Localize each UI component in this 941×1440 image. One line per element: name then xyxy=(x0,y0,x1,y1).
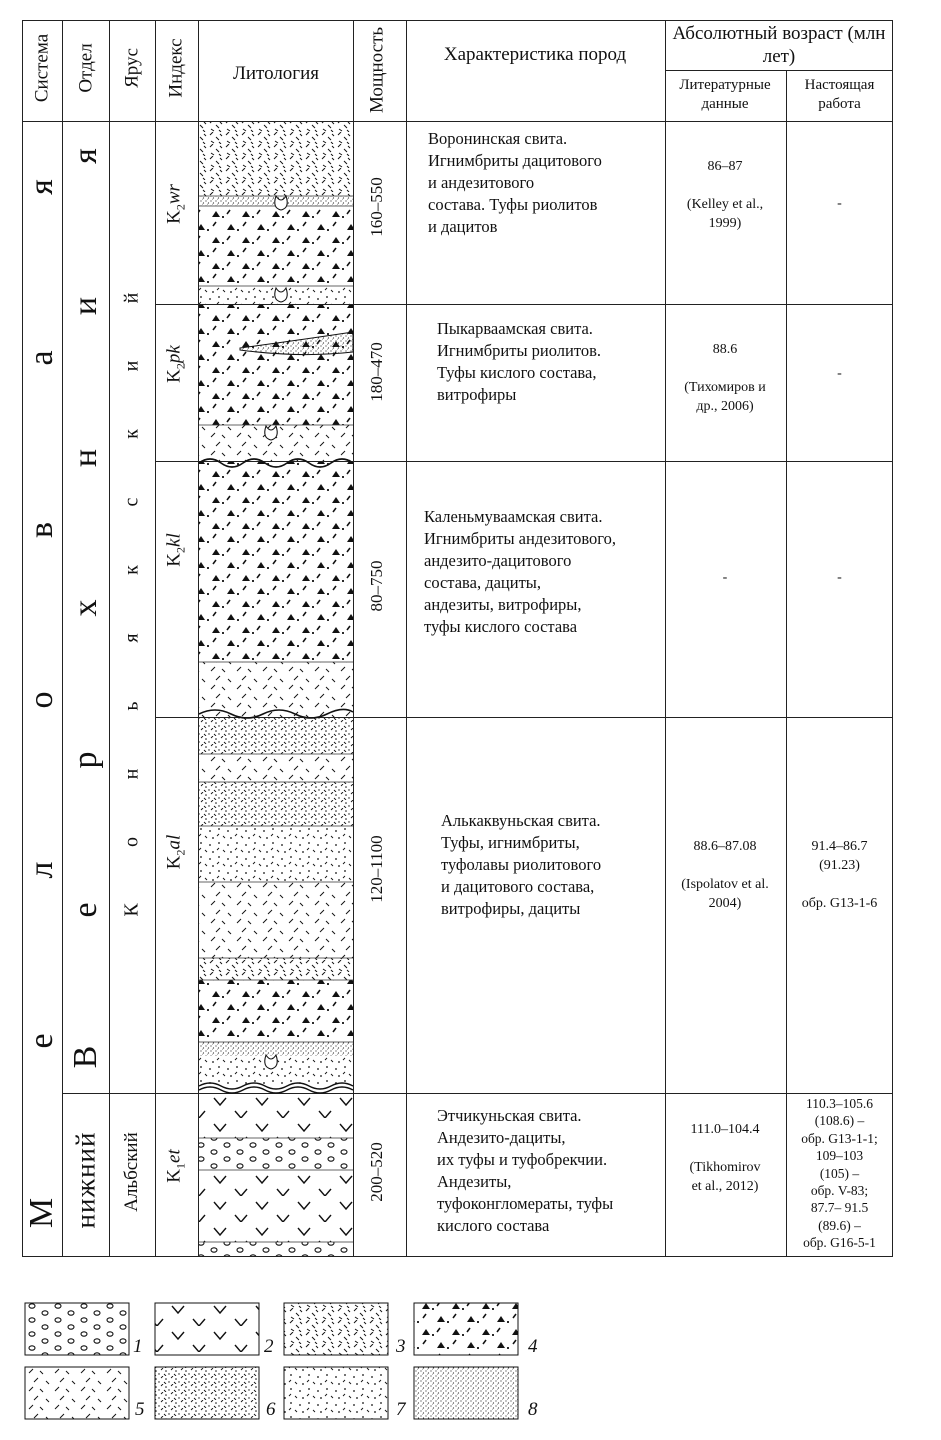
lith-band-ignimbrite xyxy=(199,305,353,425)
lith-band-tuff xyxy=(199,122,353,196)
lith-band-ignimbrite xyxy=(199,462,353,662)
lith-band-tuff-breccia xyxy=(199,718,353,754)
legend-swatch-6 xyxy=(155,1367,259,1419)
stage-letter: й xyxy=(120,292,143,304)
legend-swatch-4 xyxy=(414,1303,518,1355)
index-k1et: $K_1et$ xyxy=(163,1149,188,1183)
header-system: Система xyxy=(31,33,53,103)
stage-letter: ь xyxy=(120,701,143,711)
series-letter: е xyxy=(67,902,104,918)
unconformity-line xyxy=(199,1087,353,1093)
system-letter: л xyxy=(23,861,60,879)
legend-swatch-2 xyxy=(155,1303,259,1355)
present-age-k2pk: - xyxy=(837,366,842,381)
lith-band-conglomerate xyxy=(199,1138,353,1170)
system-letter: я xyxy=(23,179,60,195)
lith-band-vitrophyre xyxy=(199,1042,353,1056)
stage-letter: и xyxy=(120,360,143,372)
lith-band-andesite xyxy=(199,1170,353,1242)
literature-age-k2wr: 86–87 (Kelley et al., 1999) xyxy=(686,159,764,231)
thickness-k2wr: 160–550 xyxy=(367,177,386,237)
description-k2kl: Каленьмуваамская свита. Игнимбриты андезитового, андезито-дацитового состава, дациты, андезиты, витрофиры, туфы кислого состава xyxy=(424,507,617,636)
stage-letter: н xyxy=(120,768,143,780)
stage-lower-label: Альбский xyxy=(121,1132,142,1212)
description-k2pk: Пыкарваамская свита. Игнимбриты риолитов. Туфы кислого состава, витрофиры xyxy=(437,319,602,404)
lith-band-tuff-breccia xyxy=(199,782,353,826)
stage-letter: к xyxy=(120,429,143,439)
series-letter: н xyxy=(67,448,104,468)
stage-letter: с xyxy=(120,497,143,507)
lith-band-andesite xyxy=(199,1094,353,1138)
header-stage: Ярус xyxy=(121,48,143,88)
header-absolute-age: Абсолютный возраст (млн лет) xyxy=(672,23,886,67)
literature-age-k2al: 88.6–87.08 (Ispolatov et al. 2004) xyxy=(681,839,769,911)
index-k2wr: $K_2wr$ xyxy=(163,184,188,224)
lith-band-felsic-tuff xyxy=(199,662,353,717)
thickness-k2kl: 80–750 xyxy=(367,560,386,612)
thickness-k2pk: 180–470 xyxy=(367,342,386,402)
legend-number: 4 xyxy=(528,1336,538,1357)
series-letter: р xyxy=(67,751,104,769)
series-letter: я xyxy=(67,148,104,164)
header-lithology: Литология xyxy=(232,63,320,84)
legend-swatch-3 xyxy=(284,1303,388,1355)
legend-swatch-7 xyxy=(284,1367,388,1419)
thickness-k1et: 200–520 xyxy=(367,1142,386,1202)
literature-age-k2kl: - xyxy=(722,570,728,585)
present-age-k2kl: - xyxy=(837,570,842,585)
stage-letter: о xyxy=(120,837,143,847)
system-letter: в xyxy=(23,521,60,539)
present-age-k2wr: - xyxy=(837,196,842,211)
lith-band-ignimbrite xyxy=(199,980,353,1042)
header-literature: Литературные данные xyxy=(679,77,771,112)
system-letter: а xyxy=(23,350,60,366)
index-k2pk: $K_2pk$ xyxy=(163,345,188,383)
legend-swatch-8 xyxy=(414,1367,518,1419)
legend-number: 2 xyxy=(264,1336,274,1357)
literature-age-k1et: 111.0–104.4 (Tikhomirov et al., 2012) xyxy=(689,1122,761,1194)
index-k2kl: $K_2kl$ xyxy=(163,533,188,567)
legend-number: 5 xyxy=(135,1399,145,1420)
legend-number: 6 xyxy=(266,1399,276,1420)
legend-number: 3 xyxy=(396,1336,406,1357)
stage-letter: я xyxy=(120,633,143,643)
thickness-k2al: 120–1100 xyxy=(367,835,386,903)
legend-swatch-5 xyxy=(25,1367,129,1419)
lith-band-conglomerate xyxy=(199,1242,353,1256)
system-letter: е xyxy=(23,1033,60,1049)
system-letter: М xyxy=(23,1197,60,1229)
literature-age-k2pk: 88.6 (Тихомиров и др., 2006) xyxy=(684,342,766,414)
present-age-k1et: 110.3–105.6 (108.6) – обр. G13-1-1; 109–103 (105) – обр. V-83; 87.7– 91.5 (89.6) – обр. G16-5-1 xyxy=(801,1096,878,1251)
lithology-column xyxy=(199,122,353,1256)
description-k2al: Алькаквуньская свита. Туфы, игнимбриты, туфолавы риолитового и дацитового состава, витрофиры, дациты xyxy=(441,811,602,918)
stage-letter: к xyxy=(120,565,143,575)
header-characteristic: Характеристика пород xyxy=(443,44,627,65)
header-present-work: Настоящая работа xyxy=(804,77,875,112)
lith-band-felsic-tuff xyxy=(199,754,353,782)
legend-number: 7 xyxy=(396,1399,406,1420)
index-k2al: $K_2al$ xyxy=(163,834,188,870)
stage-letter: К xyxy=(120,903,143,917)
description-k2wr: Воронинская свита. Игнимбриты дацитового и андезитового состава. Туфы риолитов и дацитов xyxy=(428,129,602,236)
present-age-k2al: 91.4–86.7 (91.23) обр. G13-1-6 xyxy=(801,839,878,911)
lith-band-ignimbrite xyxy=(199,206,353,286)
header-index: Индекс xyxy=(165,38,187,98)
header-thickness: Мощность xyxy=(366,26,388,114)
lith-band-felsic-tuff xyxy=(199,882,353,958)
series-letter: В xyxy=(67,1045,104,1069)
system-letter: о xyxy=(23,691,60,709)
description-k1et: Этчикуньская свита. Андезито-дациты, их туфы и туфобрекчии. Андезиты, туфоконгломераты, туфы кислого состава xyxy=(437,1106,614,1235)
legend-number: 8 xyxy=(528,1399,538,1420)
series-letter: и xyxy=(67,296,104,316)
lith-band-tufflava xyxy=(199,826,353,882)
lith-band-tuff xyxy=(199,958,353,980)
legend-swatch-1 xyxy=(25,1303,129,1355)
header-series: Отдел xyxy=(75,43,97,93)
legend-number: 1 xyxy=(133,1336,143,1357)
series-letter: х xyxy=(67,599,104,617)
series-lower-label: нижний xyxy=(70,1131,101,1229)
